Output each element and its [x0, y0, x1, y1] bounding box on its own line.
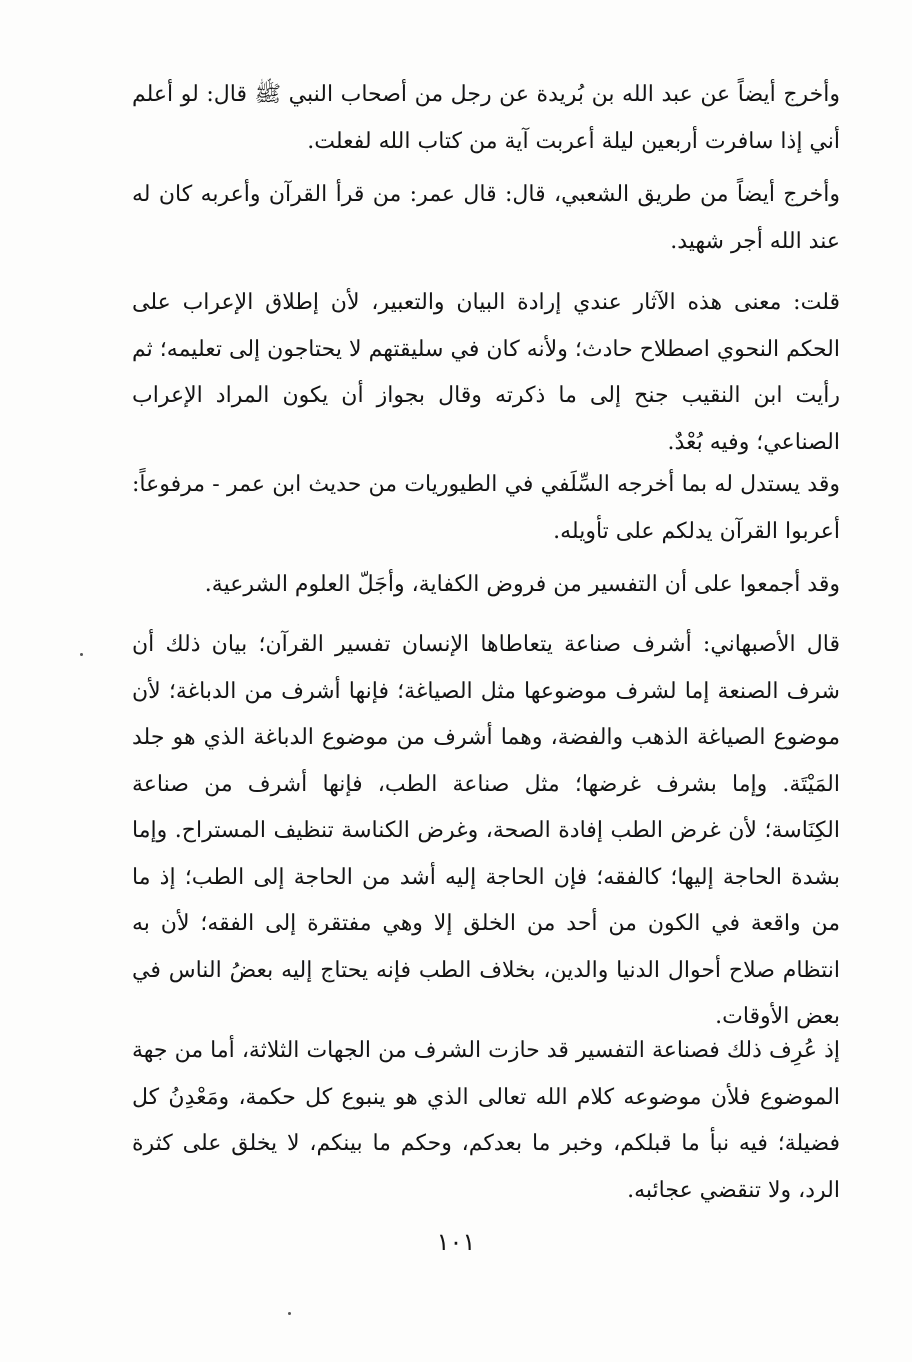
paragraph-1: وأخرج أيضاً عن عبد الله بن بُريدة عن رجل من أصحاب النبي ﷺ قال: لو أعلم أني إذا سافرت أربعين ليلة أعربت آية من كتاب الله لفعلت.	[132, 82, 840, 154]
page-speck	[288, 1312, 291, 1315]
page-speck	[80, 653, 83, 656]
paragraph-4: وقد يستدل له بما أخرجه السِّلَفي في الطيوريات من حديث ابن عمر - مرفوعاً: أعربوا القرآن يدلكم على تأويله.	[132, 472, 840, 544]
paragraph-5: وقد أجمعوا على أن التفسير من فروض الكفاية، وأجَلّ العلوم الشرعية.	[204, 572, 840, 597]
page-number: ١٠١	[436, 1228, 476, 1256]
paragraph-7: إذ عُرِف ذلك فصناعة التفسير قد حازت الشرف من الجهات الثلاثة، أما من جهة الموضوع فلأن موضوعه كلام الله تعالى الذي هو ينبوع كل حكمة، ومَعْدِنُ كل فضيلة؛ فيه نبأ ما قبلكم، وخبر ما بعدكم، وحكم ما بينكم، لا يخلق على كثرة الرد، ولا تنقضي عجائبه.	[132, 1038, 841, 1203]
paragraph-2: وأخرج أيضاً من طريق الشعبي، قال: قال عمر: من قرأ القرآن وأعربه كان له عند الله أجر شهيد.	[132, 182, 840, 254]
paragraph-3: قلت: معنى هذه الآثار عندي إرادة البيان والتعبير، لأن إطلاق الإعراب على الحكم النحوي اصطلاح حادث؛ ولأنه كان في سليقتهم لا يحتاجون إلى تعليمه؛ ثم رأيت ابن النقيب جنح إلى ما ذكرته وقال بجواز أن يكون المراد الإعراب الصناعي؛ وفيه بُعْدٌ.	[132, 290, 840, 455]
paragraph-6: قال الأصبهاني: أشرف صناعة يتعاطاها الإنسان تفسير القرآن؛ بيان ذلك أن شرف الصنعة إما لشرف موضوعها مثل الصياغة؛ فإنها أشرف من الدباغة؛ لأن موضوع الصياغة الذهب والفضة، وهما أشرف من موضوع الدباغة الذي هو جلد المَيْتَة. وإما بشرف غرضها؛ مثل صناعة الطب، فإنها أشرف من صناعة الكِنَاسة؛ لأن غرض الطب إفادة الصحة، وغرض الكناسة تنظيف المستراح. وإما بشدة الحاجة إليها؛ كالفقه؛ فإن الحاجة إليه أشد من الحاجة إلى الطب؛ إذ ما من واقعة في الكون من أحد من الخلق إلا وهي مفتقرة إلى الفقه؛ لأن به انتظام صلاح أحوال الدنيا والدين، بخلاف الطب فإنه يحتاج إليه بعضُ الناس في بعض الأوقات.	[132, 632, 840, 1029]
